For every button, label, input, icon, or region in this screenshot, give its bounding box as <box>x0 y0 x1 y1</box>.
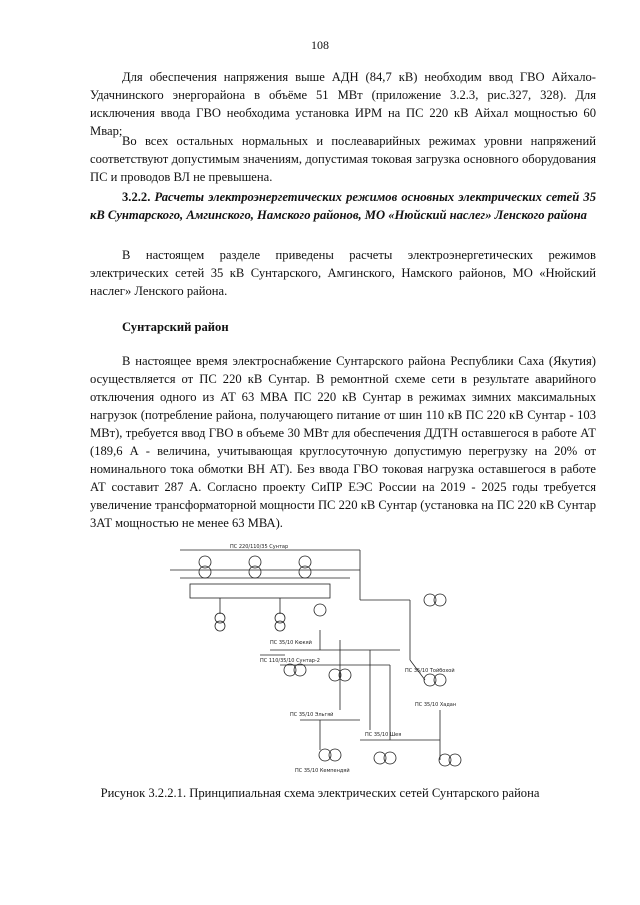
section-heading <box>90 188 596 224</box>
paragraph-normal-modes: Во всех остальных нормальных и послеаварийных режимах уровни напряжений соответствуют допустимым значениям, допустимая токовая загрузка основного оборудования ПС и проводов ВЛ не превышена. <box>90 134 596 184</box>
section-title: Расчеты электроэнергетических режимов основных электрических сетей 35 кВ Сунтарского, Амгинского, Намского районов, МО «Нюйский наслег» Ленского района <box>90 190 596 222</box>
subsection-title: Сунтарский район <box>122 320 229 334</box>
network-diagram <box>160 540 496 776</box>
page-number: 108 <box>311 38 329 52</box>
label-station-3: ПС 110/35/10 Сунтар-2 <box>260 658 320 664</box>
label-station-2: ПС 35/10 Кюкяй <box>270 640 312 646</box>
label-station-8: ПС 35/10 Кемпендяй <box>295 768 350 774</box>
figure-caption: Рисунок 3.2.2.1. Принципиальная схема электрических сетей Сунтарского района <box>100 786 540 800</box>
section-number: 3.2.2. <box>122 190 151 204</box>
paragraph-adn-voltage: Для обеспечения напряжения выше АДН (84,7 кВ) необходим ввод ГВО Айхало-Удачнинского энергорайона в объёме 51 МВт (приложение 3.2.3, рис.327, 328). Для исключения ввода ГВО необходима установка ИРМ на ПС 220 кВ Айхал мощностью 60 Мвар; <box>90 70 596 138</box>
paragraph-suntar: В настоящее время электроснабжение Сунтарского района Республики Саха (Якутия) осуществляется от ПС 220 кВ Сунтар. В ремонтной схеме сети в результате аварийного отключения одного из АТ 63 МВА ПС 220 кВ Сунтар в режимах зимних максимальных нагрузок (потребление района, получающего питание от шин 110 кВ ПС 220 кВ Сунтар - 103 МВт), требуется ввод ГВО в объеме 30 МВт для обеспечения ДДТН оставшегося в работе АТ (189,6 А - величина, учитывающая круглосуточную допустимую перегрузку на 20% от номинального тока обмотки ВН АТ). Без ввода ГВО токовая нагрузка оставшегося в работе АТ составит 287 А. Согласно проекту СиПР ЕЭС России на 2019 - 2025 годы требуется увеличение трансформаторной мощности ПС 220 кВ Сунтар (установка на ПС 220 кВ Сунтар 3АТ мощностью не менее 63 МВА). <box>90 354 596 530</box>
label-station-6: ПС 35/10 Шея <box>365 732 402 738</box>
label-top: ПС 220/110/35 Сунтар <box>230 544 289 550</box>
paragraph-section-intro: В настоящем разделе приведены расчеты электроэнергетических режимов электрических сетей 35 кВ Сунтарского, Амгинского, Намского районов, МО «Нюйский наслег» Ленского района. <box>90 248 596 298</box>
label-station-5: ПС 35/10 Эльгяй <box>290 712 334 718</box>
label-station-4: ПС 35/10 Тойбохой <box>405 668 455 674</box>
label-station-7: ПС 35/10 Хадан <box>415 702 457 708</box>
